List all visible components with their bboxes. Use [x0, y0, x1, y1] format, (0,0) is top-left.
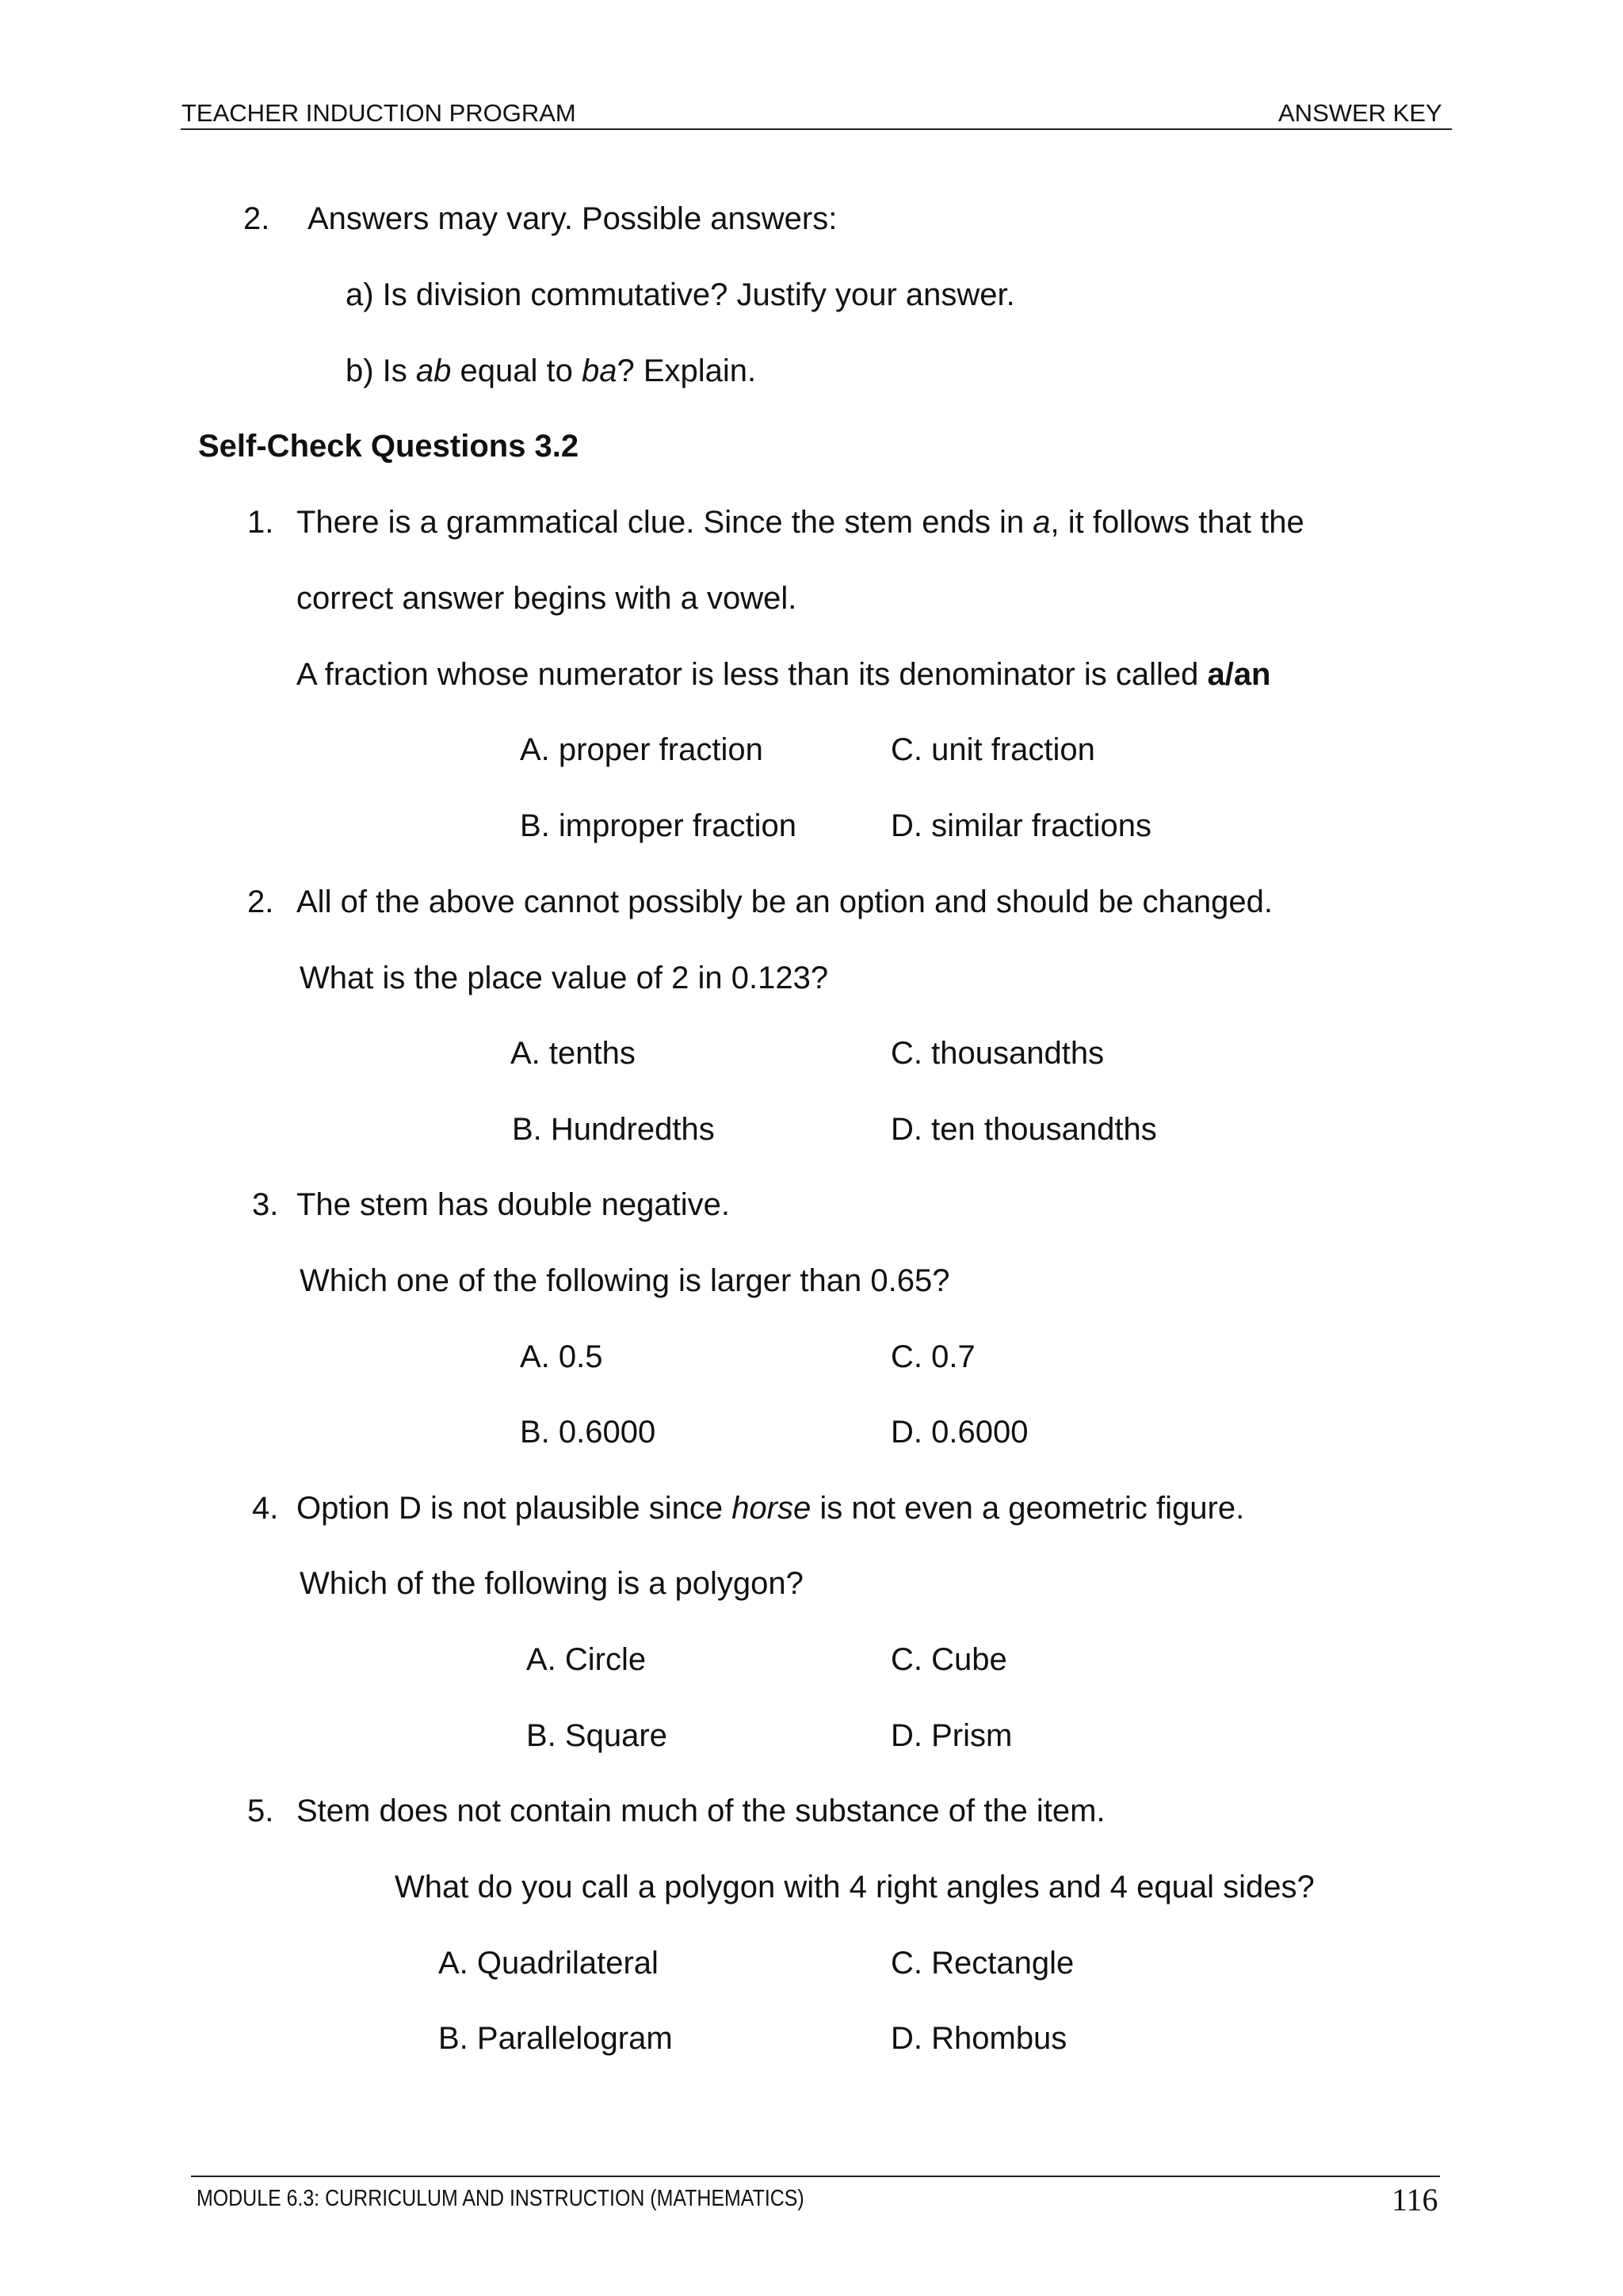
q1-option-a: A. proper fraction [520, 732, 763, 767]
q5-line1: Stem does not contain much of the substance of the item. [296, 1794, 1106, 1828]
q3-option-c: C. 0.7 [891, 1339, 976, 1374]
q5-option-a: A. Quadrilateral [438, 1946, 659, 1981]
q2-stem: What is the place value of 2 in 0.123? [300, 961, 829, 995]
q3-option-d: D. 0.6000 [891, 1415, 1029, 1450]
q5-option-d: D. Rhombus [891, 2021, 1067, 2056]
prev-item-text: Answers may vary. Possible answers: [307, 201, 838, 236]
prev-item-b: b) Is ab equal to ba? Explain. [346, 353, 757, 388]
q5-option-c: C. Rectangle [891, 1946, 1075, 1981]
q3-stem: Which one of the following is larger than 0.65? [300, 1263, 950, 1298]
q4-option-c: C. Cube [891, 1642, 1007, 1677]
q5-option-b: B. Parallelogram [438, 2021, 673, 2056]
q3-option-b: B. 0.6000 [520, 1415, 656, 1450]
q1-stem: A fraction whose numerator is less than its denominator is called a/an [296, 657, 1271, 692]
q4-stem: Which of the following is a polygon? [300, 1566, 804, 1601]
q1-option-b: B. improper fraction [520, 808, 797, 843]
q4-option-d: D. Prism [891, 1718, 1013, 1753]
footer-module-title: MODULE 6.3: CURRICULUM AND INSTRUCTION (MATHEMATICS) [197, 2186, 804, 2211]
q1-line2: correct answer begins with a vowel. [296, 581, 797, 616]
q1-line1: There is a grammatical clue. Since the stem ends in a, it follows that the [296, 505, 1304, 540]
q2-option-b: B. Hundredths [512, 1112, 715, 1147]
q2-option-c: C. thousandths [891, 1036, 1105, 1071]
q2-number: 2. [247, 884, 274, 919]
q5-number: 5. [247, 1794, 274, 1828]
q3-number: 3. [252, 1187, 279, 1222]
q4-option-b: B. Square [526, 1718, 667, 1753]
header-left: TEACHER INDUCTION PROGRAM [181, 99, 576, 127]
header-right: ANSWER KEY [1278, 99, 1442, 127]
page-number: 116 [1392, 2182, 1438, 2218]
prev-item-a: a) Is division commutative? Justify your answer. [346, 277, 1015, 312]
q5-stem: What do you call a polygon with 4 right angles and 4 equal sides? [395, 1870, 1315, 1904]
q3-line1: The stem has double negative. [296, 1187, 731, 1222]
section-title: Self-Check Questions 3.2 [198, 429, 579, 464]
q1-number: 1. [247, 505, 274, 540]
header-rule [181, 128, 1452, 130]
q1-option-d: D. similar fractions [891, 808, 1151, 843]
q1-option-c: C. unit fraction [891, 732, 1095, 767]
footer-rule [191, 2176, 1440, 2177]
prev-item-number: 2. [243, 201, 270, 236]
q4-line1: Option D is not plausible since horse is not even a geometric figure. [296, 1491, 1245, 1526]
q2-option-d: D. ten thousandths [891, 1112, 1157, 1147]
q4-option-a: A. Circle [526, 1642, 647, 1677]
q3-option-a: A. 0.5 [520, 1339, 603, 1374]
q2-line1: All of the above cannot possibly be an option and should be changed. [296, 884, 1274, 919]
q4-number: 4. [252, 1491, 279, 1526]
q2-option-a: A. tenths [510, 1036, 636, 1071]
